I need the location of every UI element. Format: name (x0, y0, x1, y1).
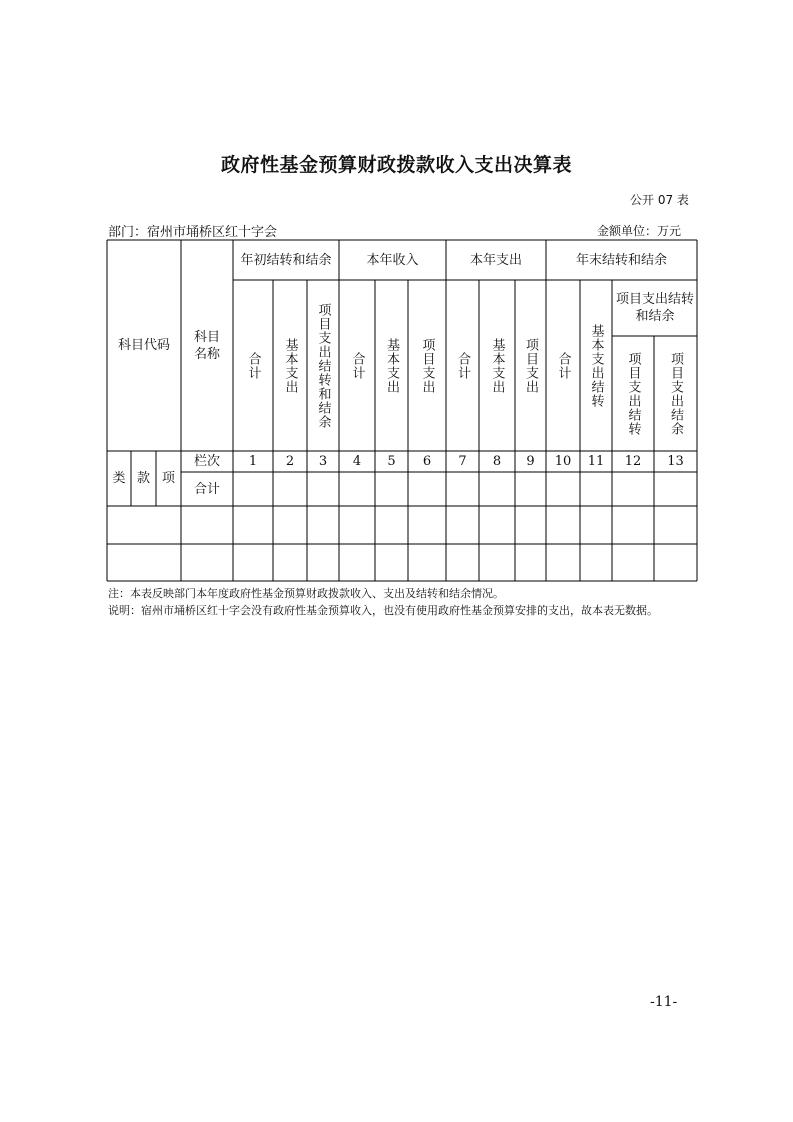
column-number: 7 (458, 454, 467, 469)
column-number: 11 (587, 454, 605, 469)
column-number: 1 (248, 454, 258, 469)
header-group-income: 本年收入 (366, 252, 419, 268)
label-item: 款 (136, 471, 150, 486)
header-income-basic: 基本支出 (384, 337, 399, 394)
label-subitem: 项 (161, 471, 175, 486)
header-begin-total: 合计 (245, 351, 261, 380)
header-group-begin: 年初结转和结余 (240, 252, 332, 268)
header-begin-basic: 基本支出 (282, 337, 298, 394)
header-group-end: 年末结转和结余 (575, 252, 667, 268)
table-code: 公开 07 表 (630, 193, 689, 207)
header-subject-code: 科目代码 (117, 338, 170, 353)
header-income-total: 合计 (349, 351, 365, 380)
column-number: 5 (387, 454, 396, 469)
header-expense-total: 合计 (455, 351, 470, 380)
explanation-text: 说明：宿州市埇桥区红十字会没有政府性基金预算收入，也没有使用政府性基金预算安排的支出，故本表无数据。 (108, 604, 658, 617)
header-end-basic: 基本支出结转 (588, 323, 604, 408)
column-number: 12 (624, 454, 642, 469)
header-subject-name: 科目名称 (193, 329, 220, 362)
header-expense-project: 项目支出 (523, 337, 538, 394)
column-number: 2 (285, 454, 295, 469)
header-begin-project: 项目支出结转和结余 (315, 302, 331, 429)
department-label: 部门：宿州市埇桥区红十字会 (108, 225, 278, 240)
header-group-expense: 本年支出 (469, 252, 522, 268)
column-number: 6 (422, 454, 432, 469)
note-text: 注：本表反映部门本年度政府性基金预算财政拨款收入、支出及结转和结余情况。 (108, 587, 504, 600)
label-sum: 合计 (193, 481, 220, 497)
header-end-project-group: 项目支出结转和结余 (615, 292, 694, 324)
label-column-no: 栏次 (193, 454, 220, 469)
header-expense-basic: 基本支出 (489, 337, 505, 394)
header-end-project-carry: 项目支出结转 (625, 351, 641, 436)
page-number: -11- (650, 994, 678, 1010)
header-subject-name-wrap (181, 240, 233, 451)
header-end-total: 合计 (555, 351, 571, 380)
header-end-project-surplus: 项目支出结余 (668, 351, 683, 436)
column-number: 4 (352, 454, 362, 469)
column-number: 9 (526, 454, 535, 469)
column-number: 8 (492, 454, 502, 469)
label-category: 类 (112, 471, 126, 486)
page-title: 政府性基金预算财政拨款收入支出决算表 (220, 154, 572, 176)
unit-label: 金额单位：万元 (597, 224, 682, 238)
column-number: 3 (318, 454, 328, 469)
column-number: 10 (554, 454, 572, 469)
header-income-project: 项目支出 (419, 337, 435, 394)
column-number: 13 (667, 454, 684, 469)
